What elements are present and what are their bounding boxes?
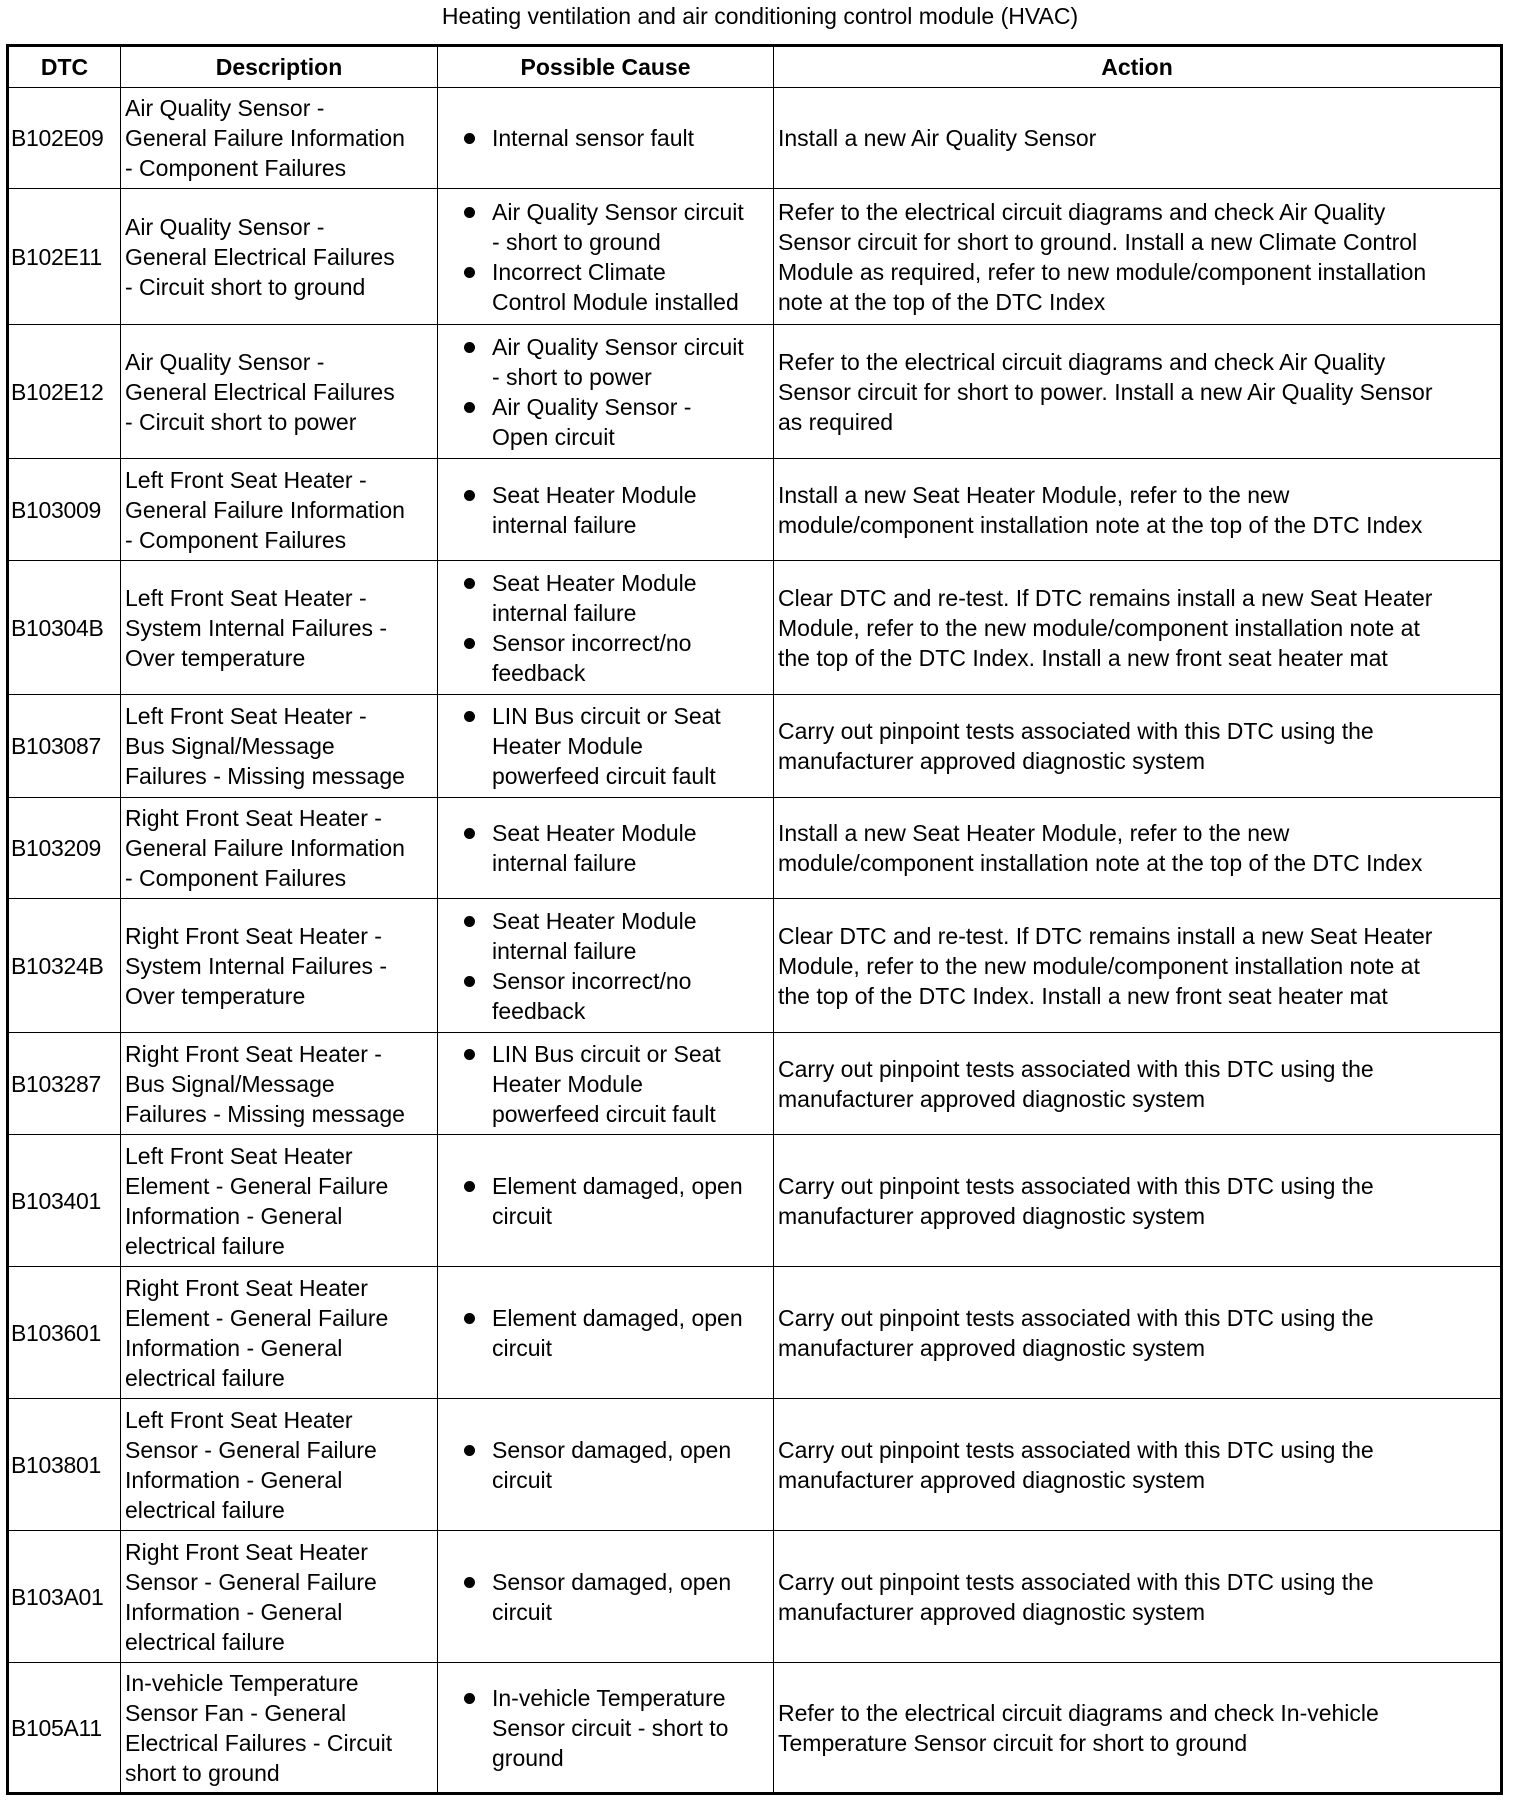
cause-list <box>442 906 769 1026</box>
cause-item: Internal sensor fault <box>442 123 769 153</box>
cause-item: Air Quality Sensor - Open circuit <box>442 392 769 452</box>
cause-item: In-vehicle Temperature Sensor circuit - short to ground <box>442 1683 769 1773</box>
cause-item: LIN Bus circuit or Seat Heater Module powerfeed circuit fault <box>442 701 769 791</box>
dtc-code: B103009 <box>8 459 121 561</box>
dtc-code: B103209 <box>8 798 121 899</box>
action-cell: Carry out pinpoint tests associated with this DTC using the manufacturer approved diagnostic system <box>774 1399 1502 1531</box>
description-cell: In-vehicle Temperature Sensor Fan - General Electrical Failures - Circuit short to ground <box>121 1663 438 1794</box>
action-cell: Install a new Air Quality Sensor <box>774 88 1502 189</box>
table-row <box>8 88 1502 189</box>
action-cell: Carry out pinpoint tests associated with this DTC using the manufacturer approved diagnostic system <box>774 695 1502 798</box>
table-row <box>8 459 1502 561</box>
table-row <box>8 189 1502 325</box>
action-cell: Clear DTC and re-test. If DTC remains install a new Seat Heater Module, refer to the new module/component installation note at the top of the DTC Index. Install a new front seat heater mat <box>774 899 1502 1033</box>
dtc-code: B103087 <box>8 695 121 798</box>
dtc-code: B103287 <box>8 1033 121 1135</box>
action-cell: Refer to the electrical circuit diagrams and check Air Quality Sensor circuit for short to power. Install a new Air Quality Sensor as required <box>774 325 1502 459</box>
cause-list <box>442 568 769 688</box>
possible-cause-cell <box>438 798 774 899</box>
cause-item: Incorrect Climate Control Module installed <box>442 257 769 317</box>
description-cell: Left Front Seat Heater - General Failure Information - Component Failures <box>121 459 438 561</box>
cause-item: Air Quality Sensor circuit - short to ground <box>442 197 769 257</box>
cause-item: Seat Heater Module internal failure <box>442 818 769 878</box>
description-cell: Air Quality Sensor - General Failure Information - Component Failures <box>121 88 438 189</box>
table-row <box>8 695 1502 798</box>
cause-list <box>442 1039 769 1129</box>
cause-list <box>442 197 769 317</box>
header-description: Description <box>121 46 438 88</box>
cause-list <box>442 818 769 878</box>
table-row <box>8 1399 1502 1531</box>
cause-item: Seat Heater Module internal failure <box>442 568 769 628</box>
description-cell: Left Front Seat Heater - System Internal Failures - Over temperature <box>121 561 438 695</box>
cause-list <box>442 701 769 791</box>
action-cell: Install a new Seat Heater Module, refer to the new module/component installation note at the top of the DTC Index <box>774 459 1502 561</box>
cause-item: Sensor damaged, open circuit <box>442 1435 769 1495</box>
table-row <box>8 325 1502 459</box>
table-row <box>8 1135 1502 1267</box>
cause-list <box>442 1171 769 1231</box>
description-cell: Left Front Seat Heater - Bus Signal/Message Failures - Missing message <box>121 695 438 798</box>
possible-cause-cell <box>438 1399 774 1531</box>
header-possible-cause: Possible Cause <box>438 46 774 88</box>
cause-item: Air Quality Sensor circuit - short to power <box>442 332 769 392</box>
description-cell: Air Quality Sensor - General Electrical Failures - Circuit short to power <box>121 325 438 459</box>
description-cell: Right Front Seat Heater - Bus Signal/Message Failures - Missing message <box>121 1033 438 1135</box>
action-cell: Refer to the electrical circuit diagrams and check Air Quality Sensor circuit for short to ground. Install a new Climate Control Module as required, refer to new module/component installation note at the top of the DTC Index <box>774 189 1502 325</box>
description-cell: Right Front Seat Heater Element - General Failure Information - General electrical failure <box>121 1267 438 1399</box>
action-cell: Install a new Seat Heater Module, refer to the new module/component installation note at the top of the DTC Index <box>774 798 1502 899</box>
possible-cause-cell <box>438 1663 774 1794</box>
possible-cause-cell <box>438 561 774 695</box>
dtc-code: B103801 <box>8 1399 121 1531</box>
cause-list <box>442 1303 769 1363</box>
cause-list <box>442 1567 769 1627</box>
dtc-code: B103A01 <box>8 1531 121 1663</box>
description-cell: Right Front Seat Heater - System Internal Failures - Over temperature <box>121 899 438 1033</box>
action-cell: Carry out pinpoint tests associated with this DTC using the manufacturer approved diagnostic system <box>774 1033 1502 1135</box>
cause-item: Sensor damaged, open circuit <box>442 1567 769 1627</box>
header-dtc: DTC <box>8 46 121 88</box>
possible-cause-cell <box>438 899 774 1033</box>
cause-item: Sensor incorrect/no feedback <box>442 966 769 1026</box>
header-row <box>8 46 1502 88</box>
description-cell: Left Front Seat Heater Element - General Failure Information - General electrical failure <box>121 1135 438 1267</box>
table-row <box>8 1267 1502 1399</box>
possible-cause-cell <box>438 1267 774 1399</box>
possible-cause-cell <box>438 1531 774 1663</box>
cause-list <box>442 1683 769 1773</box>
possible-cause-cell <box>438 1033 774 1135</box>
dtc-code: B102E11 <box>8 189 121 325</box>
cause-list <box>442 123 769 153</box>
description-cell: Air Quality Sensor - General Electrical Failures - Circuit short to ground <box>121 189 438 325</box>
header-action: Action <box>774 46 1502 88</box>
cause-item: Seat Heater Module internal failure <box>442 906 769 966</box>
dtc-code: B103401 <box>8 1135 121 1267</box>
table-row <box>8 798 1502 899</box>
table-row <box>8 1033 1502 1135</box>
table-row <box>8 899 1502 1033</box>
possible-cause-cell <box>438 189 774 325</box>
table-row <box>8 1531 1502 1663</box>
dtc-table <box>6 44 1503 1795</box>
table-row <box>8 561 1502 695</box>
description-cell: Right Front Seat Heater - General Failure Information - Component Failures <box>121 798 438 899</box>
cause-item: Sensor incorrect/no feedback <box>442 628 769 688</box>
description-cell: Right Front Seat Heater Sensor - General Failure Information - General electrical failure <box>121 1531 438 1663</box>
cause-list <box>442 1435 769 1495</box>
dtc-code: B102E09 <box>8 88 121 189</box>
possible-cause-cell <box>438 325 774 459</box>
cause-list <box>442 480 769 540</box>
action-cell: Clear DTC and re-test. If DTC remains install a new Seat Heater Module, refer to the new module/component installation note at the top of the DTC Index. Install a new front seat heater mat <box>774 561 1502 695</box>
cause-item: Element damaged, open circuit <box>442 1303 769 1363</box>
page-title: Heating ventilation and air conditioning control module (HVAC) <box>441 3 1079 29</box>
dtc-code: B10304B <box>8 561 121 695</box>
possible-cause-cell <box>438 695 774 798</box>
dtc-code: B10324B <box>8 899 121 1033</box>
possible-cause-cell <box>438 459 774 561</box>
action-cell: Carry out pinpoint tests associated with this DTC using the manufacturer approved diagnostic system <box>774 1267 1502 1399</box>
possible-cause-cell <box>438 1135 774 1267</box>
cause-item: LIN Bus circuit or Seat Heater Module powerfeed circuit fault <box>442 1039 769 1129</box>
dtc-code: B103601 <box>8 1267 121 1399</box>
dtc-code: B102E12 <box>8 325 121 459</box>
cause-item: Seat Heater Module internal failure <box>442 480 769 540</box>
action-cell: Carry out pinpoint tests associated with this DTC using the manufacturer approved diagnostic system <box>774 1135 1502 1267</box>
table-row <box>8 1663 1502 1794</box>
possible-cause-cell <box>438 88 774 189</box>
action-cell: Refer to the electrical circuit diagrams and check In-vehicle Temperature Sensor circuit for short to ground <box>774 1663 1502 1794</box>
cause-list <box>442 332 769 452</box>
description-cell: Left Front Seat Heater Sensor - General Failure Information - General electrical failure <box>121 1399 438 1531</box>
cause-item: Element damaged, open circuit <box>442 1171 769 1231</box>
dtc-code: B105A11 <box>8 1663 121 1794</box>
action-cell: Carry out pinpoint tests associated with this DTC using the manufacturer approved diagnostic system <box>774 1531 1502 1663</box>
